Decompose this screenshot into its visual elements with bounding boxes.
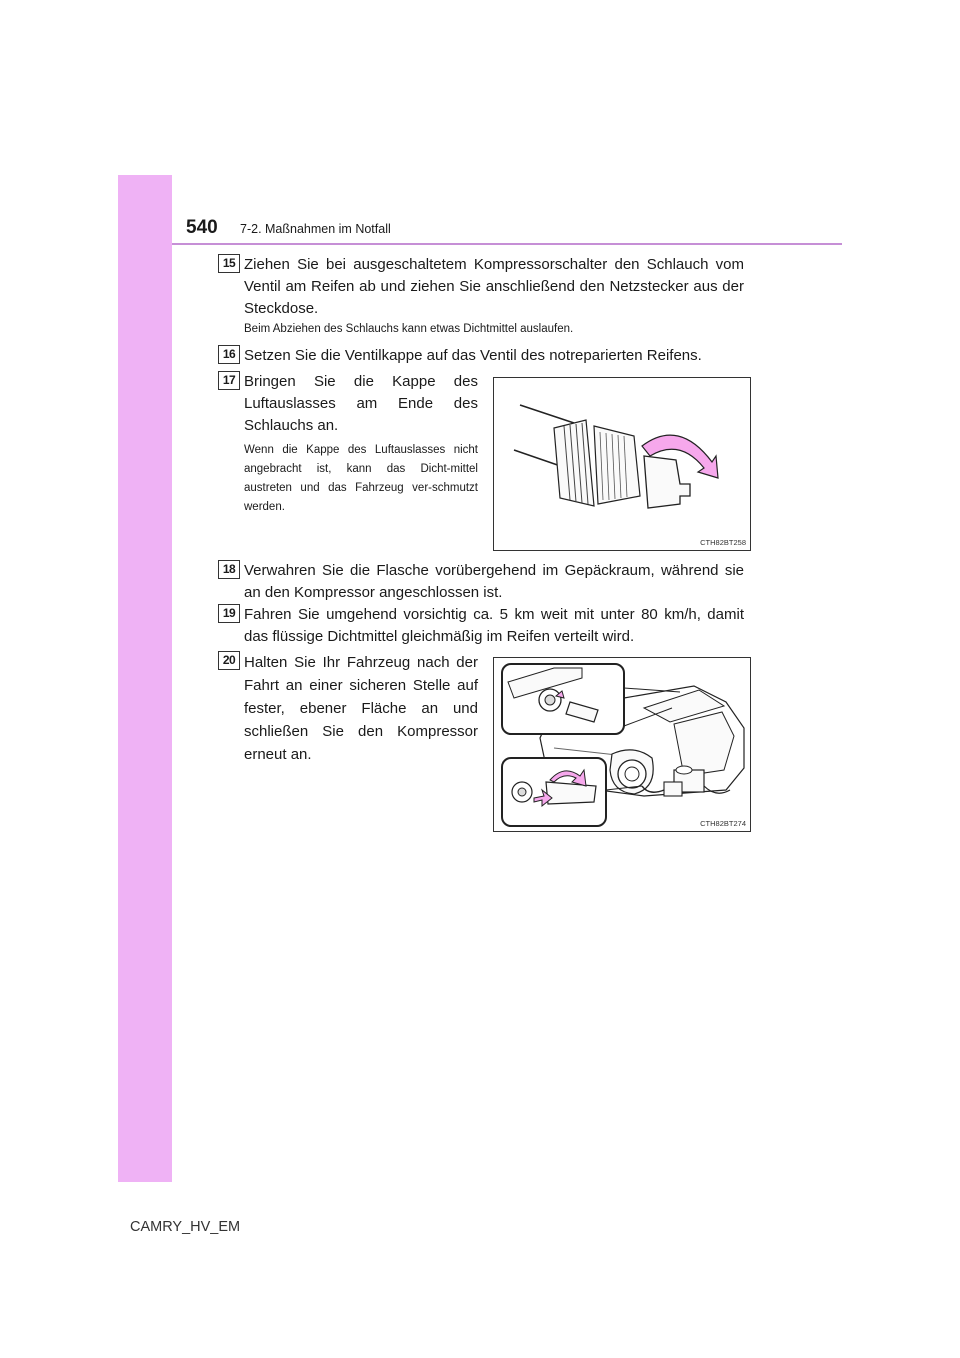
step-18-text: Verwahren Sie die Flasche vorübergehend im Gepäckraum, während sie an den Kompressor angeschlossen ist. <box>244 562 744 601</box>
model-code: CAMRY_HV_EM <box>130 1219 241 1235</box>
step-15-note: Beim Abziehen des Schlauchs kann etwas Dichtmittel auslaufen. <box>244 323 574 335</box>
step-number-18: 18 <box>218 560 240 579</box>
section-title: 7-2. Maßnahmen im Notfall <box>240 222 391 236</box>
chapter-sidebar-tab <box>118 175 172 1182</box>
figure-code-2: CTH82BT274 <box>700 819 746 828</box>
step-17-text: Bringen Sie die Kappe des Luftauslasses am Ende des Schlauchs an. <box>244 373 478 434</box>
step-number-16: 16 <box>218 345 240 364</box>
figure-code-1: CTH82BT258 <box>700 538 746 547</box>
step-16-text: Setzen Sie die Ventilkappe auf das Ventil des notreparierten Reifens. <box>244 347 702 364</box>
step-17-note: Wenn die Kappe des Luftauslasses nicht angebracht ist, kann das Dicht-mittel austreten und das Fahrzeug ver-schmutzt werden. <box>244 444 478 513</box>
step-19-text: Fahren Sie umgehend vorsichtig ca. 5 km weit mit unter 80 km/h, damit das flüssige Dichtmittel gleichmäßig im Reifen verteilt wird. <box>244 606 744 645</box>
header-divider <box>172 243 842 245</box>
page-number: 540 <box>186 217 218 238</box>
compressor-connection-illustration <box>493 657 751 832</box>
step-number-19: 19 <box>218 604 240 623</box>
hose-cap-illustration <box>493 377 751 551</box>
step-number-15: 15 <box>218 254 240 273</box>
step-number-20: 20 <box>218 651 240 670</box>
step-20-text: Halten Sie Ihr Fahrzeug nach der Fahrt an einer sicheren Stelle auf fester, ebener Fläche an und schließen Sie den Kompressor erneut an. <box>244 654 478 763</box>
step-number-17: 17 <box>218 371 240 390</box>
step-15-text: Ziehen Sie bei ausgeschaltetem Kompressorschalter den Schlauch vom Ventil am Reifen ab und ziehen Sie anschließend den Netzstecker aus der Steckdose. <box>244 256 744 317</box>
